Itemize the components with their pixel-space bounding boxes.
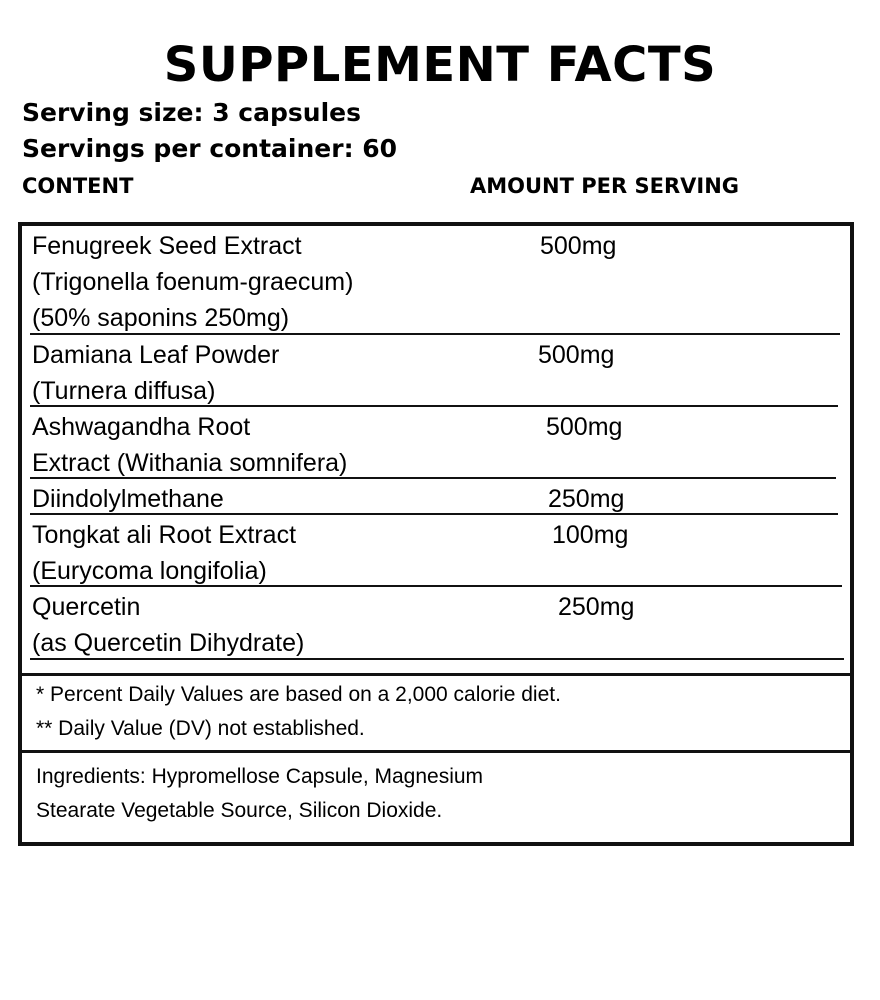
ingredient-name: Ashwagandha Root bbox=[32, 413, 251, 441]
ingredient-name: Damiana Leaf Powder bbox=[32, 341, 280, 369]
row-divider bbox=[30, 333, 840, 335]
row-divider bbox=[30, 513, 838, 515]
footnote-percent-daily-values: * Percent Daily Values are based on a 2,000 calorie diet. bbox=[36, 683, 561, 706]
ingredients-list-part-1: : Hypromellose Capsule, Magnesium bbox=[139, 765, 484, 788]
servings-per-container: Servings per container: 60 bbox=[22, 134, 398, 163]
ingredient-detail: (Trigonella foenum-graecum) bbox=[32, 268, 354, 296]
row-divider bbox=[30, 405, 838, 407]
ingredient-name: Tongkat ali Root Extract bbox=[32, 521, 297, 549]
column-header-content: CONTENT bbox=[22, 174, 134, 198]
section-divider bbox=[18, 750, 854, 753]
ingredients-label: Ingredients bbox=[36, 765, 140, 788]
serving-size: Serving size: 3 capsules bbox=[22, 98, 361, 127]
column-header-amount: AMOUNT PER SERVING bbox=[470, 174, 740, 198]
ingredient-amount: 500mg bbox=[538, 341, 615, 369]
section-divider bbox=[18, 673, 854, 676]
ingredients-line-1 bbox=[36, 760, 483, 793]
ingredient-name: Diindolylmethane bbox=[32, 485, 224, 513]
ingredient-detail: (50% saponins 250mg) bbox=[32, 304, 290, 332]
ingredient-amount: 250mg bbox=[558, 593, 635, 621]
ingredient-amount: 250mg bbox=[548, 485, 625, 513]
ingredient-detail: (Eurycoma longifolia) bbox=[32, 557, 267, 585]
ingredient-detail: (Turnera diffusa) bbox=[32, 377, 216, 405]
ingredient-name: Fenugreek Seed Extract bbox=[32, 232, 302, 260]
ingredient-amount: 100mg bbox=[552, 521, 629, 549]
ingredients-list-part-2: Stearate Vegetable Source, Silicon Dioxide. bbox=[36, 799, 443, 822]
ingredient-name: Quercetin bbox=[32, 593, 141, 621]
row-divider bbox=[30, 658, 844, 660]
row-divider bbox=[30, 585, 842, 587]
row-divider bbox=[30, 477, 836, 479]
ingredient-detail: (as Quercetin Dihydrate) bbox=[32, 629, 305, 657]
ingredient-amount: 500mg bbox=[546, 413, 623, 441]
footnote-daily-value-not-established: ** Daily Value (DV) not established. bbox=[36, 717, 365, 740]
ingredient-amount: 500mg bbox=[540, 232, 617, 260]
ingredient-detail: Extract (Withania somnifera) bbox=[32, 449, 348, 477]
panel-title: SUPPLEMENT FACTS bbox=[163, 37, 717, 93]
